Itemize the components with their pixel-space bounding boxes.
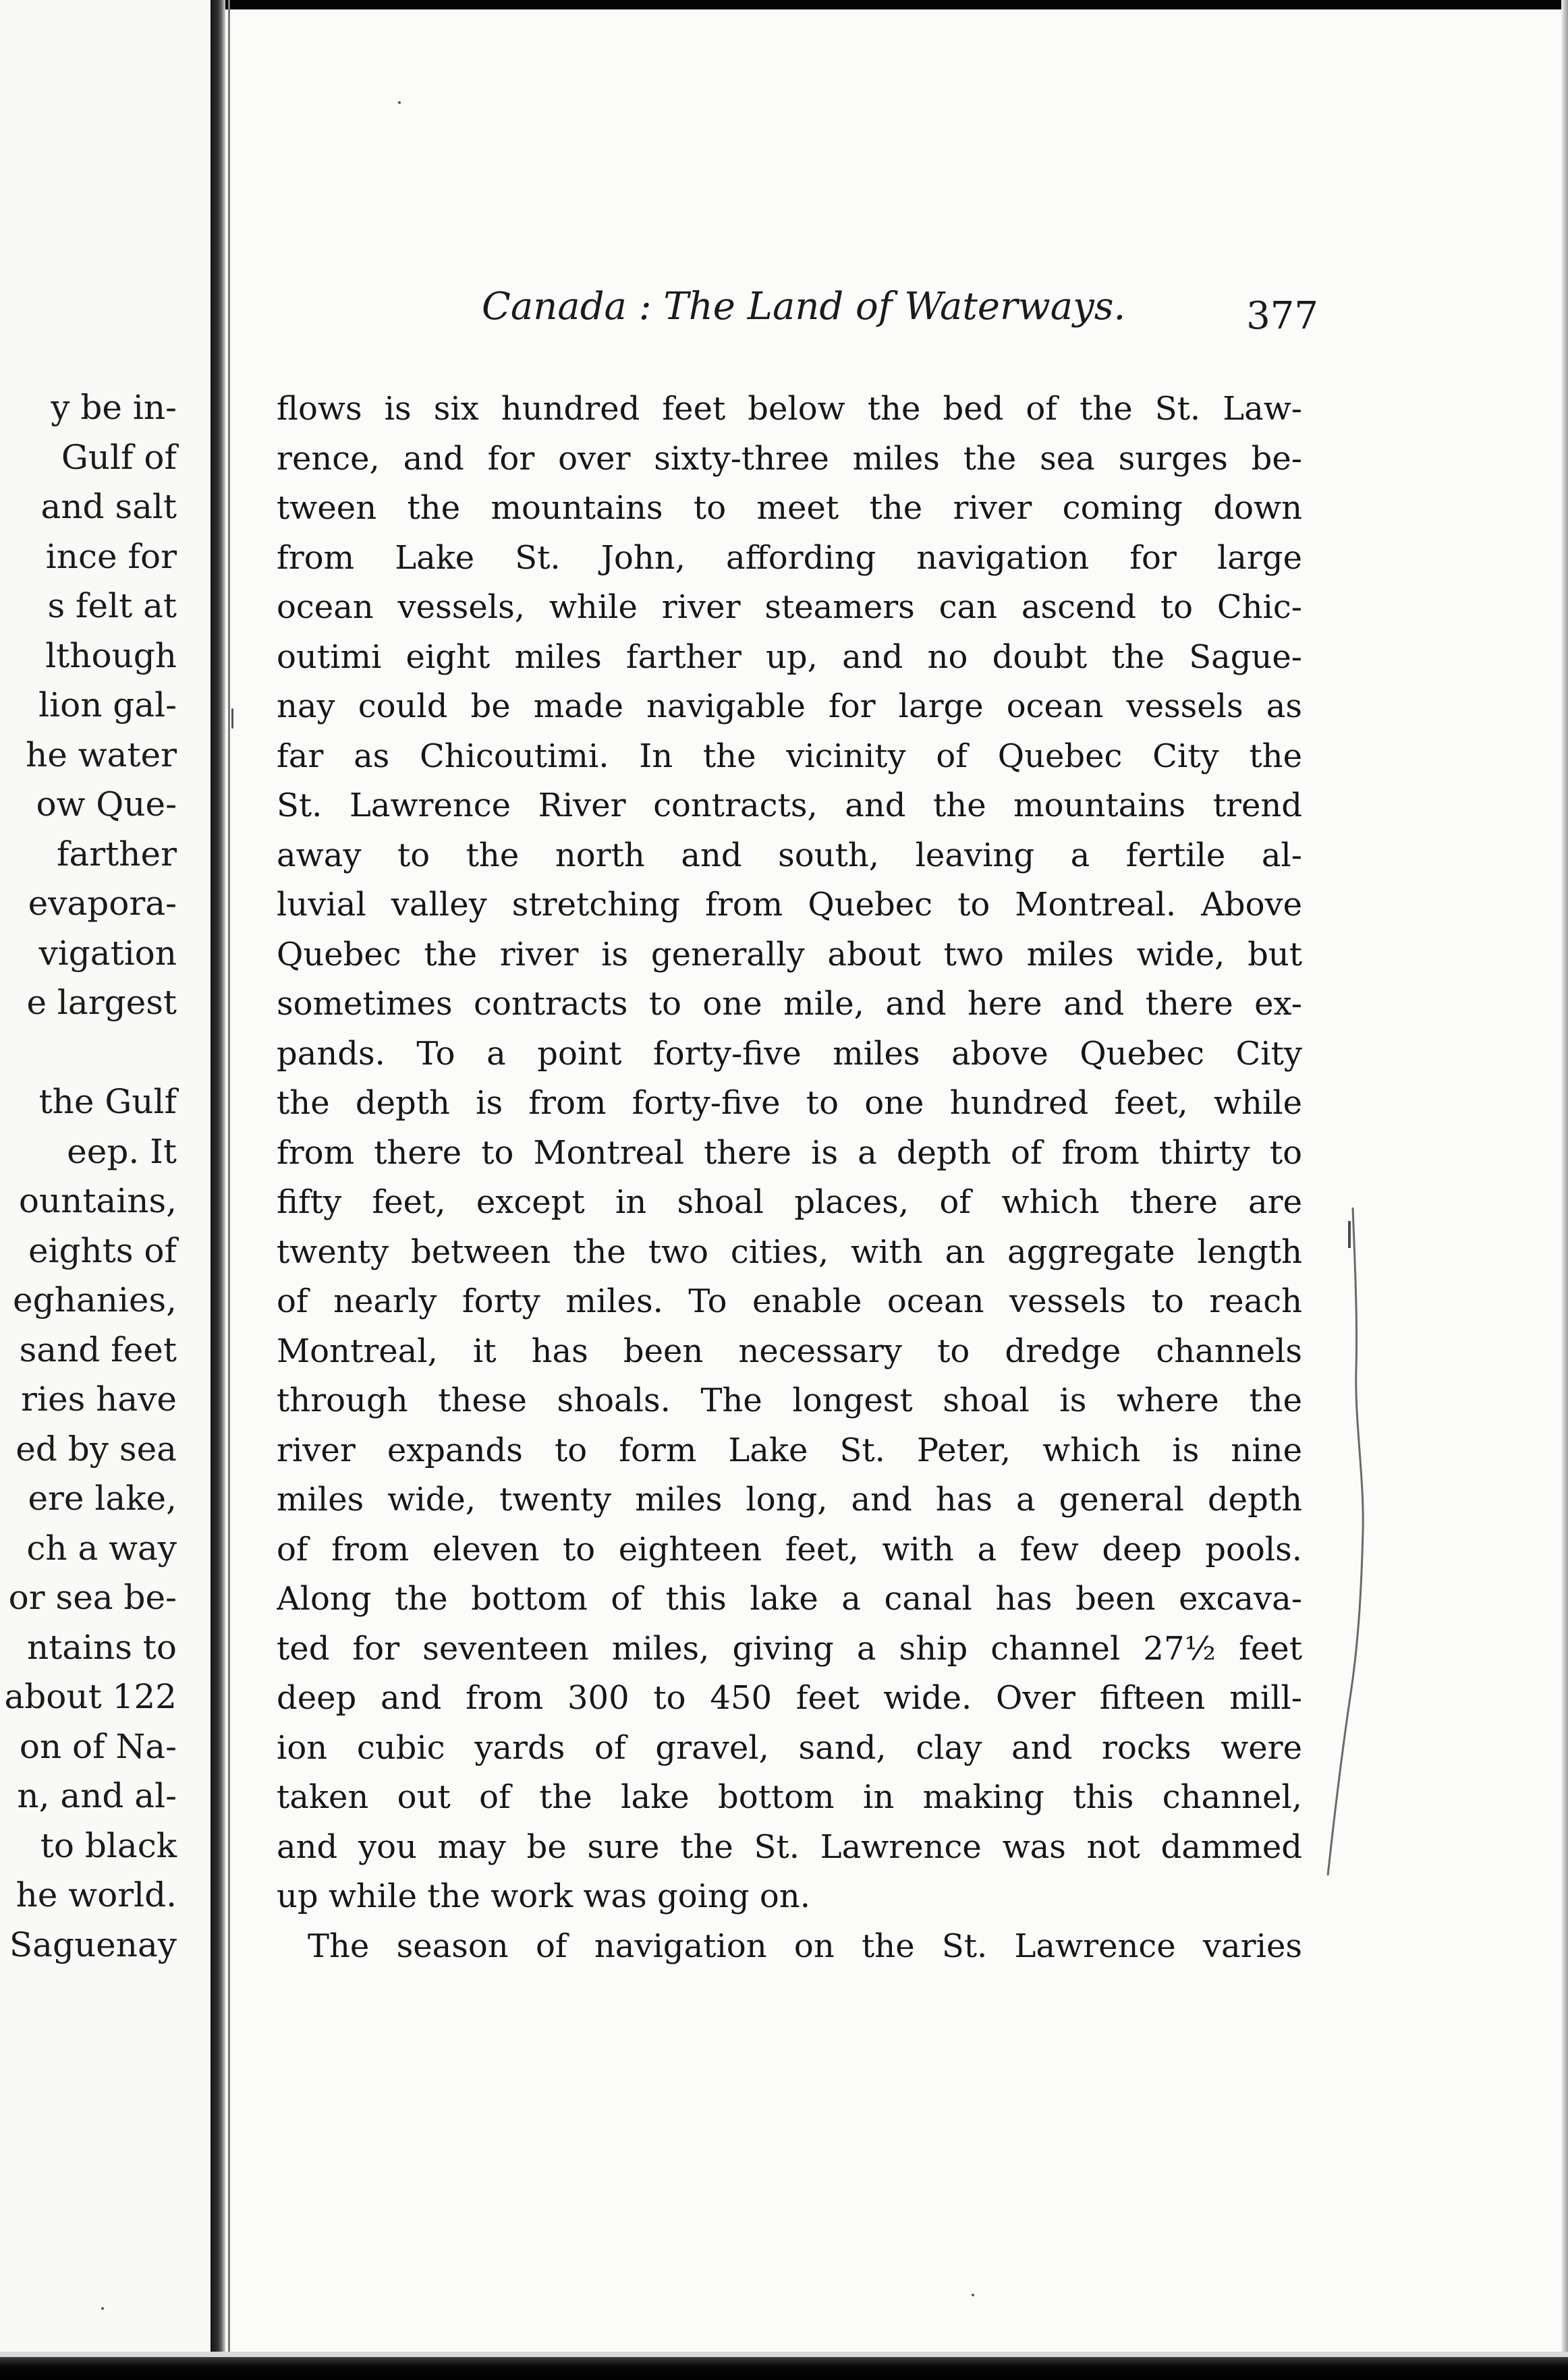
text-line: Montreal, it has been necessary to dredge channels [277,1332,1302,1370]
text-line: deep and from 300 to 450 feet wide. Over fifteen mill- [277,1679,1302,1717]
text-line: sometimes contracts to one mile, and here and there ex- [277,985,1302,1023]
left-page-line: ountains, [18,1181,177,1220]
page-number: 377 [1246,294,1318,338]
left-page-line: ere lake, [28,1479,177,1518]
left-page-line: eights of [28,1230,177,1270]
gutter-mark [231,708,233,729]
text-line: ocean vessels, while river steamers can ascend to Chic- [277,588,1302,626]
left-page-line: ries have [21,1380,177,1419]
scan-speck [398,101,401,104]
left-page-line: e largest [26,983,177,1022]
text-line: fifty feet, except in shoal places, of which there are [277,1183,1302,1221]
pencil-margin-bracket [1316,1208,1370,1875]
text-line: Quebec the river is generally about two miles wide, but [277,935,1302,973]
text-line: tween the mountains to meet the river coming down [277,489,1302,527]
text-line: through these shoals. The longest shoal is where the [277,1382,1302,1419]
scan-right-edge [1561,0,1568,2380]
text-line: Along the bottom of this lake a canal has been excava- [277,1580,1302,1618]
left-page-line: n, and al- [17,1776,177,1815]
scan-speck [972,2294,974,2296]
left-page-line: farther [56,834,177,874]
left-page-line: vigation [38,933,177,973]
main-text-block [277,385,1302,1971]
left-page-line: ch a way [26,1528,177,1568]
text-line: and you may be sure the St. Lawrence was not dammed [277,1828,1302,1866]
left-page-line: he water [26,735,177,774]
scan-bottom-stripe [0,2352,1568,2357]
left-page-line: evapora- [28,884,177,923]
left-page-line: Gulf of [61,437,177,477]
left-page-fragment [0,0,211,2380]
text-line: of nearly forty miles. To enable ocean vessels to reach [277,1282,1302,1320]
left-page-line: lthough [45,635,177,675]
left-page-line: or sea be- [8,1578,177,1617]
left-page-line: sand feet [19,1330,177,1369]
left-page-line: ed by sea [16,1429,177,1469]
left-page-line: lion gal- [38,685,177,725]
text-line: up while the work was going on. [277,1877,810,1915]
left-page-text-column [0,383,177,1970]
left-page-line: Saguenay [9,1925,177,1964]
text-line: the depth is from forty-five to one hundred feet, while [277,1084,1302,1122]
left-page-line: and salt [40,487,177,526]
left-page-line: ow Que- [36,785,177,824]
left-page-line: eghanies, [13,1280,177,1320]
left-page-line: eep. It [67,1131,177,1171]
text-line: from Lake St. John, affording navigation for large [277,538,1302,577]
text-line: far as Chicoutimi. In the vicinity of Quebec City the [277,737,1302,775]
book-gutter-shadow [211,0,225,2380]
text-line: flows is six hundred feet below the bed of the St. Law- [277,390,1302,428]
scan-top-border [0,0,1568,9]
text-line: from there to Montreal there is a depth of from thirty to [277,1133,1302,1172]
left-page-line: the Gulf [38,1082,177,1121]
text-line: nay could be made navigable for large ocean vessels as [277,687,1302,725]
text-line: ion cubic yards of gravel, sand, clay and rocks were [277,1728,1302,1767]
text-line: luvial valley stretching from Quebec to Montreal. Above [277,886,1302,924]
running-head [482,277,1318,337]
text-line: rence, and for over sixty-three miles the sea surges be- [277,439,1302,478]
text-line: river expands to form Lake St. Peter, which is nine [277,1431,1302,1469]
text-line: pands. To a point forty-five miles above Quebec City [277,1034,1302,1073]
left-page-line: about 122 [4,1677,177,1716]
left-page-line: he world. [16,1875,177,1915]
left-page-line: on of Na- [19,1726,177,1766]
left-page-line: s felt at [47,586,177,625]
paragraph-start-line: The season of navigation on the St. Lawrence varies [308,1927,1302,1965]
left-page-line: ntains to [26,1627,177,1667]
left-page-line: to black [40,1825,177,1865]
text-line: miles wide, twenty miles long, and has a general depth [277,1481,1302,1519]
text-line: St. Lawrence River contracts, and the mountains trend [277,787,1302,824]
text-line: twenty between the two cities, with an aggregate length [277,1232,1302,1271]
text-line: ted for seventeen miles, giving a ship channel 27½ feet [277,1629,1302,1668]
text-line: outimi eight miles farther up, and no doubt the Sague- [277,638,1302,676]
running-title: Canada : The Land of Waterways. [482,285,1126,329]
scan-speck [101,2307,104,2310]
text-line: away to the north and south, leaving a fertile al- [277,836,1302,874]
text-line: taken out of the lake bottom in making this channel, [277,1778,1302,1816]
scan-bottom-border [0,2357,1568,2380]
gutter-edge-line [228,0,230,2380]
left-page-line: ince for [45,536,177,576]
left-page-line: y be in- [51,388,177,427]
left-page-line [0,1028,177,1078]
text-line: of from eleven to eighteen feet, with a few deep pools. [277,1530,1302,1568]
